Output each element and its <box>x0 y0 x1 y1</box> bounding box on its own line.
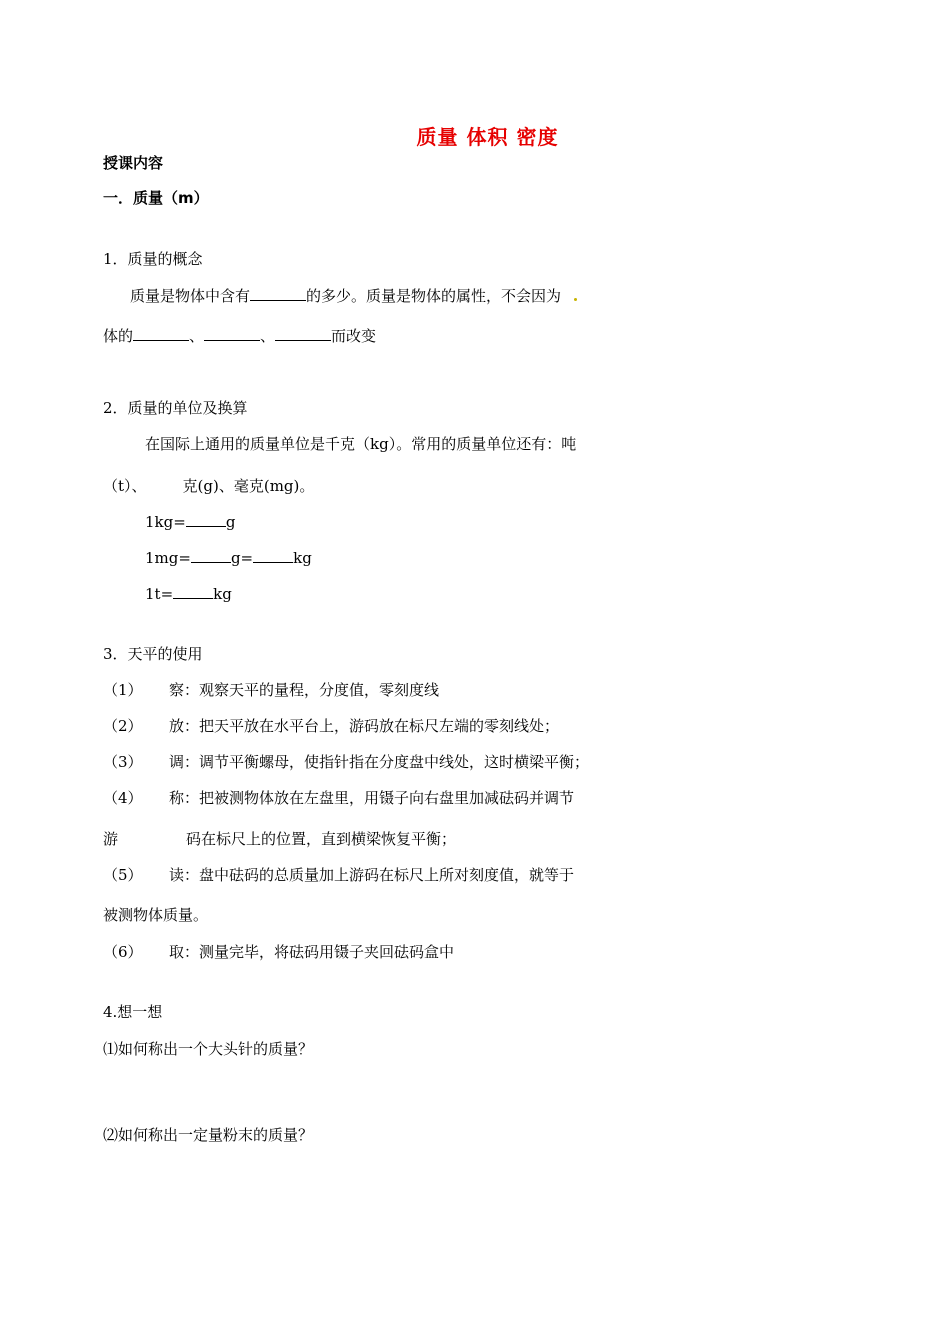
item2-heading: 2．质量的单位及换算 <box>103 399 248 417</box>
step-text: 称：把被测物体放在左盘里，用镊子向右盘里加减砝码并调节 <box>169 789 575 807</box>
item2-line2-text-b: 克(g)、毫克(mg)。 <box>182 477 315 495</box>
ink-mark <box>574 298 577 301</box>
step-text: 调：调节平衡螺母，使指针指在分度盘中线处，这时横梁平衡； <box>169 753 590 771</box>
step-5-continued: 被测物体质量。 <box>103 906 209 924</box>
step4-cont-a: 游 <box>103 830 119 848</box>
step-number: （5） <box>103 866 143 884</box>
question-2: ⑵如何称出一定量粉末的质量？ <box>103 1126 314 1144</box>
step-number: （1） <box>103 681 143 699</box>
section-label: 授课内容 <box>103 154 164 172</box>
step-3 <box>103 752 589 772</box>
item2-line1: 在国际上通用的质量单位是千克（kg）。常用的质量单位还有：吨 <box>145 435 577 453</box>
item1-line1-text-a: 质量是物体中含有 <box>130 287 251 305</box>
step-4-continued <box>103 829 456 849</box>
item1-line1-text-b: 的多少。质量是物体的属性，不会因为 <box>306 287 562 305</box>
section-heading-mass: 一．质量（m） <box>103 189 209 207</box>
item3-heading: 3．天平的使用 <box>103 645 203 663</box>
fill-blank <box>250 286 306 301</box>
separator: 、 <box>189 327 205 345</box>
step-5 <box>103 865 574 885</box>
item4-heading: 4.想一想 <box>103 1003 163 1021</box>
fill-blank <box>191 548 231 563</box>
fill-blank <box>204 326 260 341</box>
conv2-a: 1mg= <box>145 549 191 567</box>
step-text: 读：盘中砝码的总质量加上游码在标尺上所对刻度值，就等于 <box>169 866 575 884</box>
conversion-t-kg <box>145 584 232 604</box>
fill-blank <box>173 584 213 599</box>
conv2-b: g= <box>230 549 254 567</box>
conversion-kg-g <box>145 512 235 532</box>
separator: 、 <box>260 327 276 345</box>
step-6 <box>103 942 454 962</box>
step-number: （2） <box>103 717 143 735</box>
step4-cont-b: 码在标尺上的位置，直到横梁恢复平衡； <box>186 830 457 848</box>
step-2 <box>103 716 559 736</box>
conv2-c: kg <box>293 549 312 567</box>
fill-blank <box>186 512 226 527</box>
step-text: 取：测量完毕，将砝码用镊子夹回砝码盒中 <box>169 943 455 961</box>
step-number: （4） <box>103 789 143 807</box>
step-text: 察：观察天平的量程，分度值，零刻度线 <box>169 681 440 699</box>
item1-line2 <box>103 326 376 346</box>
item1-line2-text-a: 体的 <box>103 327 134 345</box>
step-4 <box>103 788 574 808</box>
item1-heading: 1．质量的概念 <box>103 250 203 268</box>
item2-line2-text-a: （t）、 <box>103 477 147 495</box>
item1-line2-end: 而改变 <box>331 327 377 345</box>
question-1: ⑴如何称出一个大头针的质量？ <box>103 1040 314 1058</box>
conversion-mg <box>145 548 312 568</box>
conv1-a: 1kg= <box>145 513 186 531</box>
fill-blank <box>253 548 293 563</box>
conv1-b: g <box>225 513 236 531</box>
fill-blank <box>133 326 189 341</box>
conv3-b: kg <box>213 585 232 603</box>
conv3-a: 1t= <box>145 585 174 603</box>
step-number: （3） <box>103 753 143 771</box>
item1-line1 <box>130 286 577 306</box>
step-number: （6） <box>103 943 143 961</box>
fill-blank <box>275 326 331 341</box>
step-text: 放：把天平放在水平台上，游码放在标尺左端的零刻线处； <box>169 717 560 735</box>
step-1 <box>103 680 439 700</box>
page-title: 质量 体积 密度 <box>416 125 559 149</box>
item2-line2 <box>103 476 314 496</box>
